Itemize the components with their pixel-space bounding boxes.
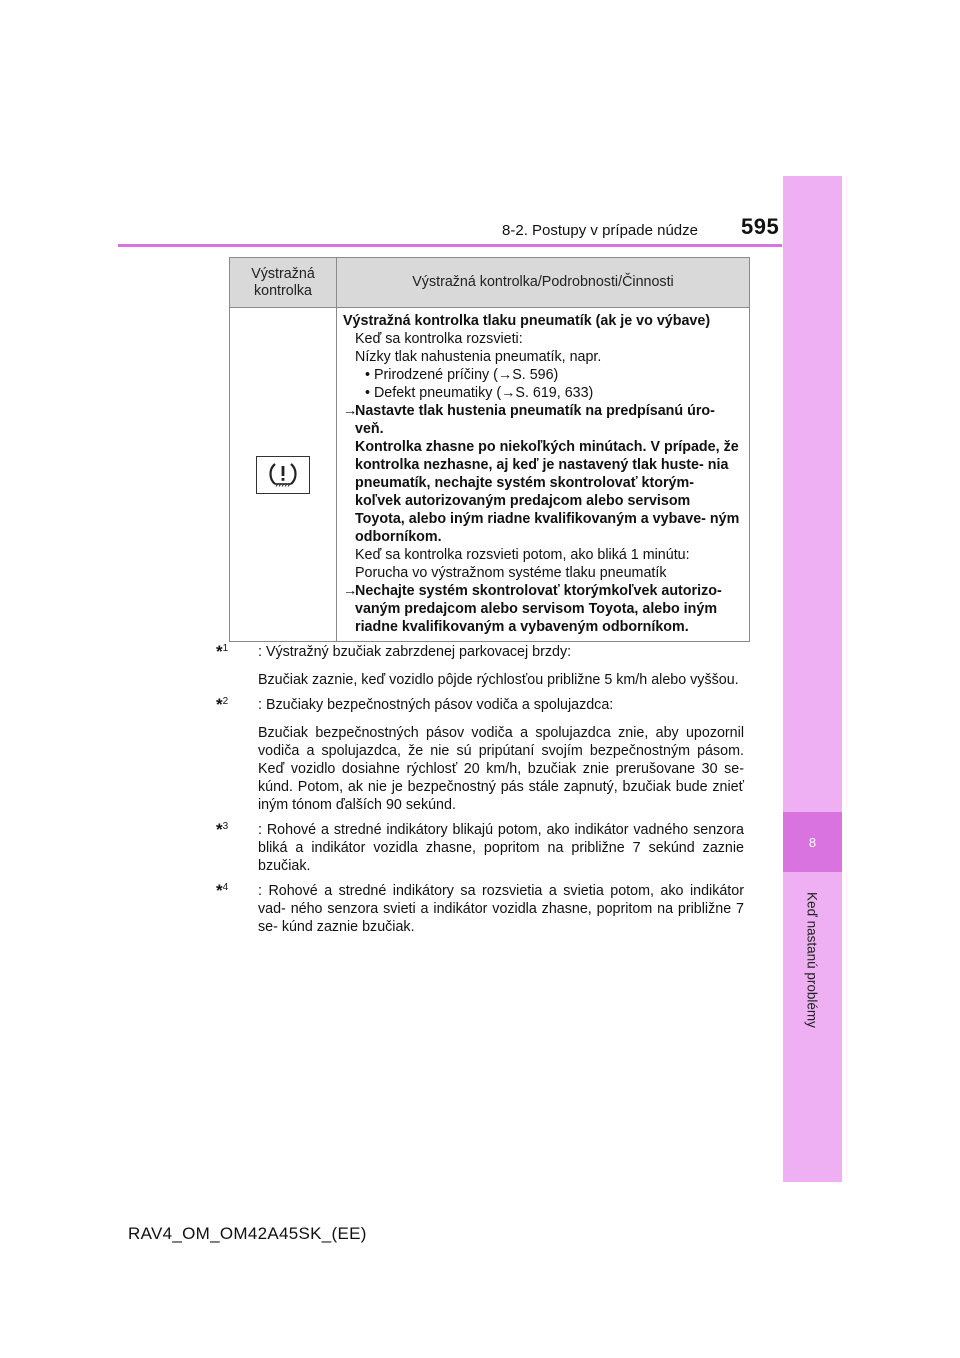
page-number: 595 xyxy=(741,214,780,239)
action-text: Nastavte tlak hustenia pneumatík na predpísanú úro- veň. xyxy=(355,403,715,437)
footnote-heading: : Bzučiaky bezpečnostných pásov vodiča a spolujazdca: xyxy=(258,697,614,713)
footnote-heading: : Rohové a stredné indikátory blikajú potom, ako indikátor vadného senzora bliká a indikátor vozidla zhasne, popritom na približne 7 sekúnd zaznie bzučiak. xyxy=(258,822,744,874)
arrow-right-icon: → xyxy=(343,583,358,599)
tire-pressure-warning-icon xyxy=(256,456,310,494)
footnote-marker: *$^2$ xyxy=(216,695,229,714)
icon-cell xyxy=(230,308,337,642)
footnote-1 xyxy=(216,643,744,662)
header-rule xyxy=(118,244,782,247)
action-text: Nechajte systém skontrolovať ktorýmkoľvek autorizo- vaným predajcom alebo servisom Toyota, alebo iným riadne kvalifikovaným a vybaveným odborníkom. xyxy=(355,583,722,635)
footnote-heading: : Výstražný bzučiak zabrzdenej parkovacej brzdy: xyxy=(258,644,572,660)
condition-text: Keď sa kontrolka rozsvieti: xyxy=(355,331,523,347)
footnote-body: Bzučiak bezpečnostných pásov vodiča a spolujazdca znie, aby upozornil vodiča a spolujazdca, že nie sú pripútaní svojím bezpečnostným pásom. Keď vozidlo dosiahne rýchlosť 20 km/h, bzučiak znie prerušovane 30 se- kúnd. Potom, ak nie je bezpečnostný pás stále zapnutý, bzučiak bude znieť iným tónom ďalších 90 sekúnd. xyxy=(258,725,744,813)
table-header-row xyxy=(230,258,750,308)
header-warning-light: Výstražná kontrolka xyxy=(230,258,337,308)
footnote-marker: *$^1$ xyxy=(216,642,229,661)
footnotes xyxy=(216,636,744,936)
footnote-marker: *$^4$ xyxy=(216,881,229,900)
details-cell xyxy=(337,308,750,642)
cause-text: Porucha vo výstražnom systéme tlaku pneumatík xyxy=(355,565,667,581)
footnote-2 xyxy=(216,696,744,715)
chapter-number: 8 xyxy=(783,812,842,872)
arrow-right-icon: → xyxy=(343,403,358,419)
chapter-side-tab xyxy=(783,176,842,1182)
action-detail: Kontrolka zhasne po niekoľkých minútach. V prípade, že kontrolka nezhasne, aj keď je nastavený tlak huste- nia pneumatík, nechajte systém skontrolovať ktorým- koľvek autorizovaným predajcom alebo servisom Toyota, alebo iným riadne kvalifikovaným a vybave- ným odborníkom. xyxy=(355,439,740,545)
footnote-heading: : Rohové a stredné indikátory sa rozsvietia a svietia potom, ako indikátor vad- ného senzora svieti a indikátor vozidla zhasne, popritom na približne 7 se- kúnd zaznie bzučiak. xyxy=(258,883,744,935)
cause-bullet: • Defekt pneumatiky (→S. 619, 633) xyxy=(365,385,594,401)
action-item xyxy=(343,582,743,636)
document-code: RAV4_OM_OM42A45SK_(EE) xyxy=(128,1224,367,1243)
footnote-marker: *$^3$ xyxy=(216,820,229,839)
table-row xyxy=(230,308,750,642)
footnote-body: Bzučiak zaznie, keď vozidlo pôjde rýchlosťou približne 5 km/h alebo vyššou. xyxy=(258,672,739,688)
warning-table xyxy=(229,257,750,642)
warning-title: Výstražná kontrolka tlaku pneumatík (ak je vo výbave) xyxy=(343,313,711,329)
header-details: Výstražná kontrolka/Podrobnosti/Činnosti xyxy=(337,258,750,308)
footnote-4 xyxy=(216,882,744,936)
action-item xyxy=(343,402,743,438)
chapter-title: Keď nastanú problémy xyxy=(804,892,820,1028)
condition-text: Keď sa kontrolka rozsvieti potom, ako bliká 1 minútu: xyxy=(355,547,690,563)
section-title: 8-2. Postupy v prípade núdze xyxy=(502,222,698,239)
cause-bullet: • Prirodzené príčiny (→S. 596) xyxy=(365,367,559,383)
cause-text: Nízky tlak nahustenia pneumatík, napr. xyxy=(355,349,602,365)
footnote-3 xyxy=(216,821,744,875)
